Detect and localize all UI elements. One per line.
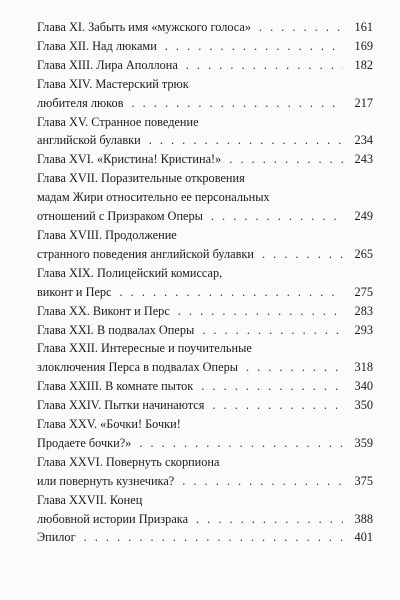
toc-entry-title: или повернуть кузнечика? [37,473,175,488]
toc-page-number: 293 [354,322,373,337]
toc-entry-line [37,491,373,510]
toc-page-number: 350 [354,398,373,413]
toc-dot-leader [149,131,343,150]
toc-page-number: 375 [354,473,373,488]
toc-entry-line [37,169,373,188]
toc-dot-leader [84,528,343,547]
toc-page-number: 283 [354,303,373,318]
table-of-contents [37,18,373,547]
toc-dot-leader [201,377,343,396]
toc-entry-title: любовной истории Призрака [37,511,189,526]
toc-entry [37,491,373,529]
toc-entry-title: Глава XVII. Поразительные откровения [37,171,245,186]
toc-page-number: 234 [354,133,373,148]
toc-entry-title: мадам Жири относительно ее персональных [37,190,270,205]
toc-dot-leader [186,56,343,75]
toc-entry-line [37,396,373,415]
toc-entry-title: Эпилог [37,530,76,545]
toc-entry-title: Глава XVI. «Кристина! Кристина!» [37,152,222,167]
toc-entry-line [37,94,373,113]
toc-page-number: 359 [354,435,373,450]
toc-entry-line [37,377,373,396]
toc-entry [37,339,373,377]
toc-entry [37,113,373,151]
toc-entry-line [37,37,373,56]
toc-entry [37,377,373,396]
toc-entry [37,453,373,491]
toc-entry-line [37,415,373,434]
toc-entry-line [37,188,373,207]
toc-entry-line [37,113,373,132]
toc-dot-leader [196,510,343,529]
toc-entry-title: странного поведения английской булавки [37,246,254,261]
toc-entry-line [37,56,373,75]
toc-entry [37,150,373,169]
toc-page-number: 388 [354,511,373,526]
toc-entry-title: Глава XXVI. Повернуть скорпиона [37,454,220,469]
toc-entry-line [37,358,373,377]
toc-entry [37,226,373,264]
toc-entry-title: Глава XXV. «Бочки! Бочки! [37,417,181,432]
toc-page-number: 265 [354,246,373,261]
toc-entry-title: Глава XXI. В подвалах Оперы [37,322,195,337]
toc-entry-title: Глава XXIII. В комнате пыток [37,379,194,394]
toc-entry [37,75,373,113]
toc-entry-line [37,434,373,453]
toc-page-number: 161 [354,20,373,34]
toc-dot-leader [229,150,343,169]
toc-entry-title: виконт и Перс [37,284,112,299]
toc-page-number: 169 [354,38,373,53]
toc-entry-title: любителя люков [37,95,124,110]
toc-entry [37,169,373,226]
toc-entry-title: Глава XV. Странное поведение [37,114,199,129]
toc-page-number: 249 [354,209,373,224]
toc-entry-line [37,75,373,94]
toc-entry-line [37,283,373,302]
toc-dot-leader [246,358,343,377]
toc-entry [37,56,373,75]
toc-page-number: 217 [354,95,373,110]
toc-entry-title: Глава XIV. Мастерский трюк [37,76,189,91]
toc-entry-title: Глава XVIII. Продолжение [37,227,177,242]
toc-page-number: 340 [354,379,373,394]
toc-entry-line [37,453,373,472]
toc-entry [37,18,373,37]
toc-entry-line [37,207,373,226]
toc-entry [37,37,373,56]
toc-page-number: 182 [354,57,373,72]
toc-entry-line [37,321,373,340]
toc-entry-line [37,472,373,491]
toc-entry [37,302,373,321]
toc-dot-leader [178,302,343,321]
toc-dot-leader [211,207,343,226]
toc-entry-title: Глава XI. Забыть имя «мужского голоса» [37,20,251,34]
toc-entry-title: английской булавки [37,133,141,148]
toc-entry-line [37,245,373,264]
toc-entry [37,396,373,415]
toc-dot-leader [259,18,343,37]
toc-entry-title: Глава XX. Виконт и Перс [37,303,170,318]
toc-entry-title: злоключения Перса в подвалах Оперы [37,360,239,375]
toc-entry-title: отношений с Призраком Оперы [37,209,203,224]
toc-entry-title: Глава XII. Над люками [37,38,157,53]
toc-dot-leader [165,37,343,56]
toc-page-number: 401 [354,530,373,545]
toc-entry-line [37,226,373,245]
toc-entry-line [37,131,373,150]
toc-page-number: 318 [354,360,373,375]
toc-dot-leader [132,94,344,113]
toc-entry-line [37,302,373,321]
toc-entry [37,528,373,547]
toc-entry [37,264,373,302]
toc-dot-leader [202,321,343,340]
toc-dot-leader [212,396,343,415]
toc-entry-title: Глава XIX. Полицейский комиссар, [37,265,223,280]
toc-dot-leader [120,283,343,302]
toc-entry-title: Глава XXIV. Пытки начинаются [37,398,205,413]
toc-page-number: 243 [354,152,373,167]
toc-entry-line [37,339,373,358]
toc-dot-leader [262,245,343,264]
toc-entry-line [37,18,373,37]
toc-entry-title: Глава XXVII. Конец [37,492,143,507]
toc-entry [37,321,373,340]
toc-entry-line [37,264,373,283]
toc-dot-leader [139,434,343,453]
toc-dot-leader [182,472,343,491]
toc-entry-title: Глава XIII. Лира Аполлона [37,57,178,72]
toc-entry-line [37,510,373,529]
toc-entry-line [37,528,373,547]
toc-entry [37,415,373,453]
toc-entry-title: Глава XXII. Интересные и поучительные [37,341,252,356]
toc-entry-title: Продаете бочки?» [37,435,132,450]
toc-page-number: 275 [354,284,373,299]
toc-entry-line [37,150,373,169]
